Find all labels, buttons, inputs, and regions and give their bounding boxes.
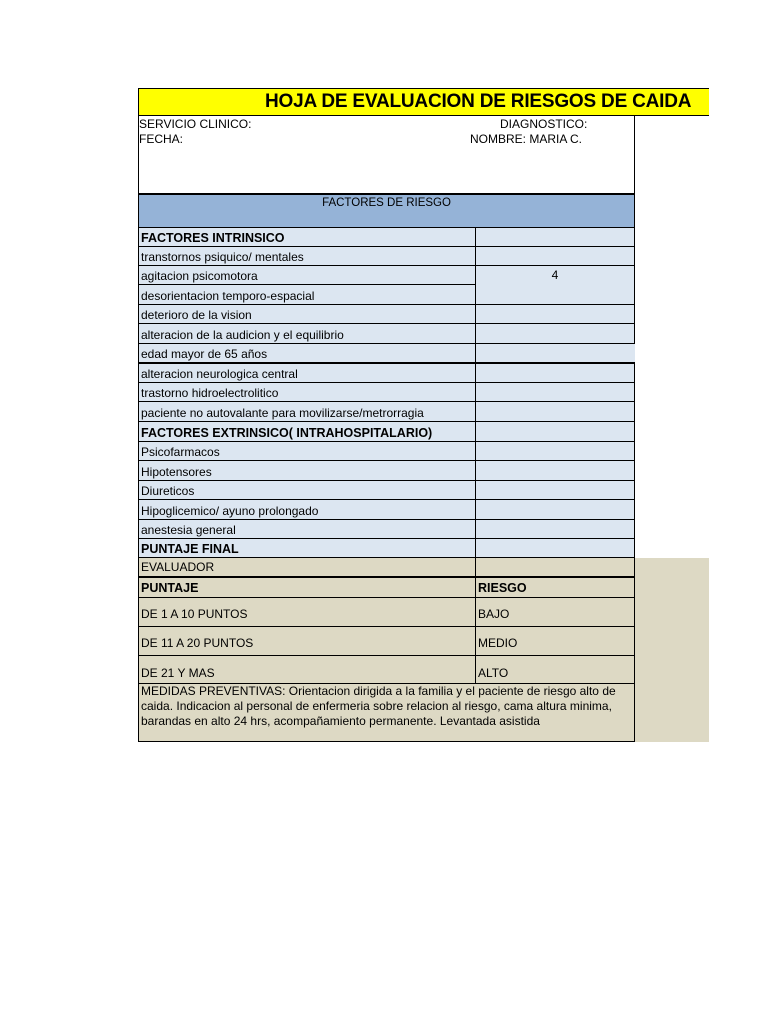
factor-label: alteracion neurologica central (141, 367, 298, 381)
factor-cell (138, 520, 476, 539)
table-row (138, 383, 635, 402)
extrinsic-heading: FACTORES EXTRINSICO( INTRAHOSPITALARIO) (141, 426, 433, 440)
factors-header (138, 194, 635, 228)
score-cell[interactable] (476, 363, 635, 383)
evaluator-row (138, 558, 635, 577)
extrinsic-heading-cell (138, 422, 476, 442)
scale-risk-header: RIESGO (478, 581, 527, 595)
servicio-label: SERVICIO CLINICO: (139, 117, 252, 131)
scale-risk-cell (476, 656, 635, 684)
evaluator-label: EVALUADOR (141, 560, 215, 574)
table-row (138, 500, 635, 520)
extrinsic-heading-row (138, 422, 635, 442)
scale-points: DE 21 Y MAS (141, 666, 215, 680)
table-row (138, 520, 635, 539)
score-cell[interactable] (476, 461, 635, 481)
scale-points-header-cell (138, 577, 476, 598)
intrinsic-heading: FACTORES INTRINSICO (141, 231, 285, 245)
factor-label: deterioro de la vision (141, 308, 252, 322)
factor-label: edad mayor de 65 años (141, 347, 268, 361)
diagnostico-label: DIAGNOSTICO: (500, 117, 588, 131)
scale-points-header: PUNTAJE (141, 581, 199, 595)
table-row (138, 481, 635, 500)
score-cell[interactable] (476, 344, 635, 363)
factor-label: trastorno hidroelectrolitico (141, 386, 279, 400)
score-cell[interactable] (476, 402, 635, 422)
final-score-row (138, 539, 635, 558)
factor-cell (138, 247, 476, 266)
intrinsic-heading-cell (138, 228, 476, 247)
score-cell[interactable] (476, 305, 635, 324)
intrinsic-score-cell[interactable] (476, 266, 635, 305)
score-cell[interactable] (476, 383, 635, 402)
scale-risk-cell (476, 598, 635, 627)
scale-risk: MEDIO (478, 636, 518, 650)
preventive-measures-text: MEDIDAS PREVENTIVAS: Orientacion dirigida a la familia y el paciente de riesgo alto de caida. Indicacion al personal de enfermeria sobre relacion al riesgo, cama altura minima, barandas en alto 24 hrs, acompañamiento permanente. Levantada asistida (141, 684, 616, 728)
scale-risk: BAJO (478, 607, 510, 621)
factor-label: alteracion de la audicion y el equilibrio (141, 328, 344, 342)
factor-label: agitacion psicomotora (141, 269, 258, 283)
factors-header-label: FACTORES DE RIESGO (322, 197, 451, 209)
factor-cell (138, 324, 476, 344)
factor-label: desorientacion temporo-espacial (141, 289, 315, 303)
factor-label: Hipotensores (141, 465, 212, 479)
factor-cell (138, 363, 476, 383)
score-cell[interactable] (476, 324, 635, 344)
scale-risk-header-cell (476, 577, 635, 598)
factor-cell (138, 383, 476, 402)
final-score-label: PUNTAJE FINAL (141, 542, 239, 556)
title-bar (138, 88, 709, 116)
evaluator-label-cell (138, 558, 476, 577)
factor-cell (138, 442, 476, 461)
table-row (138, 442, 635, 461)
scale-points-cell (138, 627, 476, 656)
factor-label: Hipoglicemico/ ayuno prolongado (141, 504, 319, 518)
factor-cell (138, 402, 476, 422)
scale-row (138, 656, 635, 684)
factor-cell (138, 481, 476, 500)
table-row (138, 305, 635, 324)
table-row (138, 344, 635, 363)
scale-points: DE 1 A 10 PUNTOS (141, 607, 248, 621)
sheet-title: HOJA DE EVALUACION DE RIESGOS DE CAIDA (265, 91, 692, 112)
scale-header-row (138, 577, 635, 598)
factor-cell (138, 285, 476, 305)
score-cell[interactable] (476, 520, 635, 539)
nombre-label: NOMBRE: MARIA C. (470, 132, 583, 146)
score-cell[interactable] (476, 500, 635, 520)
table-row (138, 247, 635, 266)
evaluator-cell[interactable] (476, 558, 635, 577)
intrinsic-score: 4 (551, 268, 559, 282)
factor-cell (138, 266, 476, 285)
factor-cell (138, 344, 476, 363)
scale-row (138, 598, 635, 627)
final-score-cell[interactable] (476, 539, 635, 558)
preventive-measures (138, 684, 635, 742)
factor-cell (138, 461, 476, 481)
scale-points: DE 11 A 20 PUNTOS (141, 636, 254, 650)
factor-cell (138, 305, 476, 324)
final-score-label-cell (138, 539, 476, 558)
scale-risk: ALTO (478, 666, 509, 680)
fecha-label: FECHA: (139, 132, 184, 146)
table-row (138, 461, 635, 481)
table-row (138, 402, 635, 422)
factor-label: Psicofarmacos (141, 445, 220, 459)
score-cell[interactable] (476, 247, 635, 266)
scale-row (138, 627, 635, 656)
scale-points-cell (138, 598, 476, 627)
score-cell[interactable] (476, 228, 635, 247)
factor-label: paciente no autovalante para movilizarse/metrorragia (141, 406, 424, 420)
score-cell[interactable] (476, 422, 635, 442)
scale-risk-cell (476, 627, 635, 656)
patient-header (138, 116, 635, 194)
table-row (138, 324, 635, 344)
factor-cell (138, 500, 476, 520)
scale-points-cell (138, 656, 476, 684)
table-row (138, 363, 635, 383)
factor-label: anestesia general (141, 523, 236, 537)
factor-label: Diureticos (141, 484, 195, 498)
intrinsic-heading-row (138, 228, 635, 247)
score-cell[interactable] (476, 481, 635, 500)
score-cell[interactable] (476, 442, 635, 461)
factor-label: transtornos psiquico/ mentales (141, 250, 304, 264)
